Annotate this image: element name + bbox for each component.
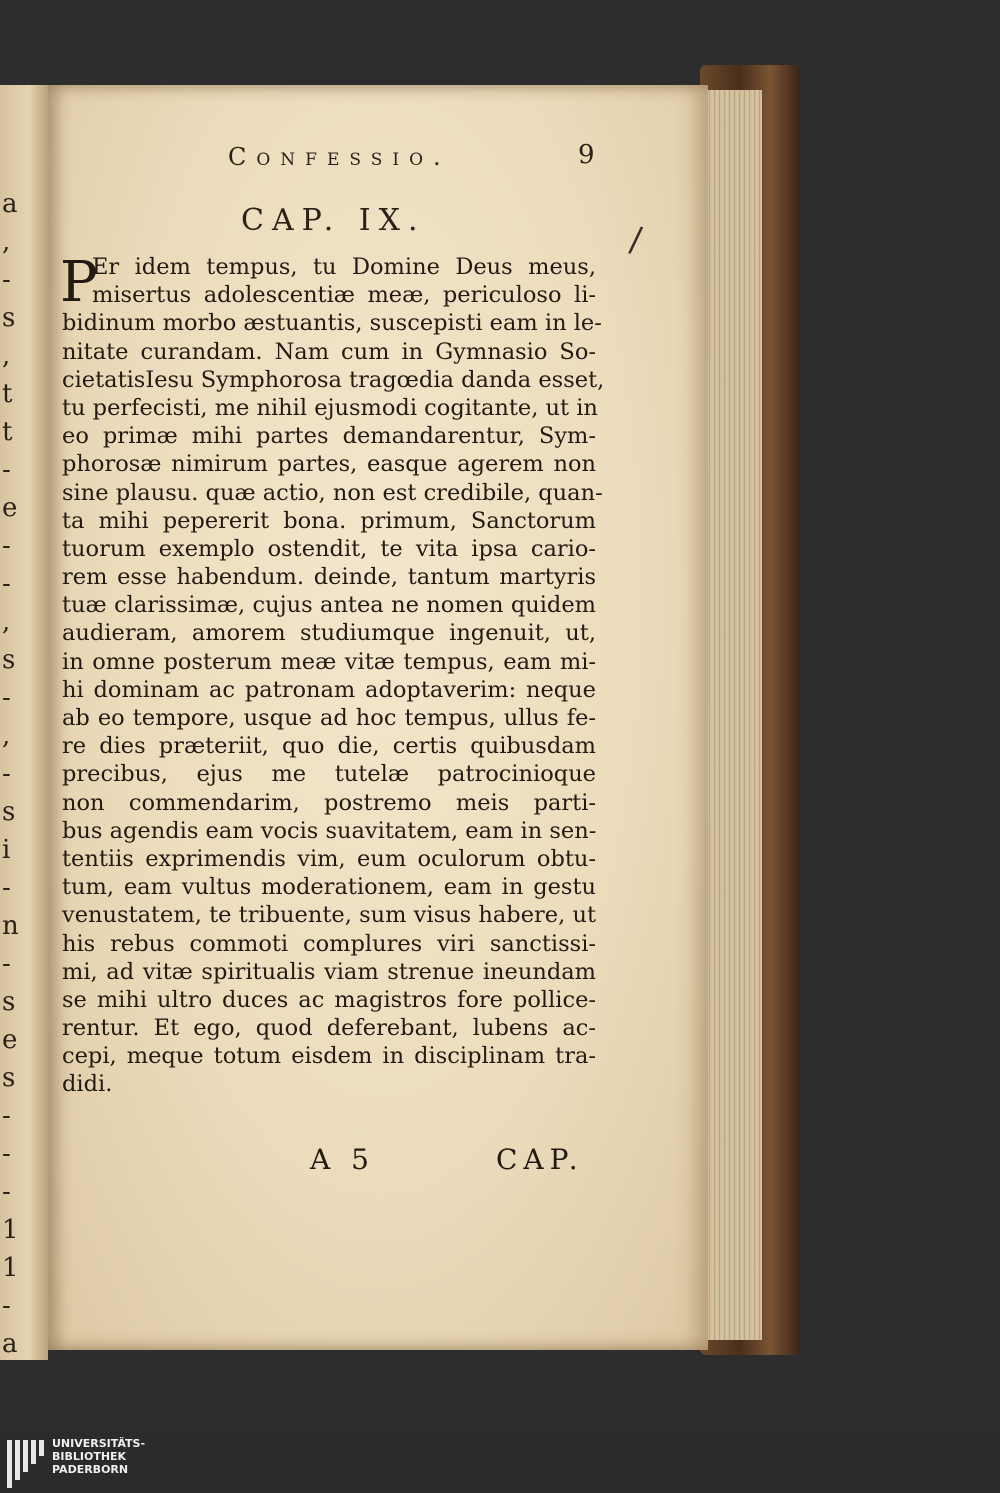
left-edge-char: t <box>2 417 13 447</box>
text-line: phorosæ nimirum partes, easque agerem non <box>62 451 596 478</box>
text-line: sine plausu. quæ actio, non est credibile, quan- <box>62 479 603 506</box>
left-edge-char: - <box>2 569 11 599</box>
text-line: rentur. Et ego, quod deferebant, lubens ac- <box>62 1015 596 1042</box>
text-line: in omne posterum meæ vitæ tempus, eam mi- <box>62 648 596 675</box>
left-edge-char: s <box>2 987 16 1017</box>
library-logo-icon <box>7 1440 49 1488</box>
page-number: 9 <box>578 140 595 170</box>
text-line: tum, eam vultus moderationem, eam in gestu <box>62 874 596 901</box>
left-edge-char: s <box>2 303 16 333</box>
left-edge-char: - <box>2 265 11 295</box>
text-line: tuorum exemplo ostendit, te vita ipsa cario- <box>62 535 596 562</box>
text-line: nitate curandam. Nam cum in Gymnasio So- <box>62 338 596 365</box>
drop-cap: P <box>60 250 98 315</box>
left-edge-char: a <box>2 1329 18 1359</box>
text-line: venustatem, te tribuente, sum visus habere, ut <box>62 902 596 929</box>
left-edge-char: - <box>2 949 11 979</box>
text-line: Er idem tempus, tu Domine Deus meus, <box>92 254 596 280</box>
book-page <box>48 85 708 1350</box>
left-edge-char: - <box>2 531 11 561</box>
body-text <box>60 250 605 1099</box>
left-edge-char: , <box>2 721 11 751</box>
text-line: bidinum morbo æstuantis, suscepisti eam in le- <box>62 310 602 337</box>
left-edge-char: i <box>2 835 11 865</box>
text-line: re dies præteriit, quo die, certis quibusdam <box>62 733 596 760</box>
left-edge-char: s <box>2 797 16 827</box>
running-head: Confessio. <box>228 143 451 171</box>
left-edge-char: , <box>2 607 11 637</box>
left-edge-char: s <box>2 645 16 675</box>
text-line: mi, ad vitæ spiritualis viam strenue ineundam <box>62 958 596 985</box>
text-line: eo primæ mihi partes demandarentur, Sym- <box>62 423 596 450</box>
chapter-heading: CAP. IX. <box>241 203 426 238</box>
left-edge-char: 1 <box>2 1253 19 1283</box>
text-line: ta mihi pepererit bona. primum, Sanctorum <box>62 507 596 534</box>
text-line: tentiis exprimendis vim, eum oculorum obtu- <box>62 845 596 872</box>
text-line: his rebus commoti complures viri sanctissi- <box>62 930 596 957</box>
text-line: misertus adolescentiæ meæ, periculoso li- <box>92 282 596 309</box>
library-footer <box>0 1430 1000 1493</box>
left-edge-char: - <box>2 683 11 713</box>
text-line: audieram, amorem studiumque ingenuit, ut, <box>62 620 596 647</box>
text-line: non commendarim, postremo meis parti- <box>62 789 596 816</box>
text-line: tu perfecisti, me nihil ejusmodi cogitante, ut in <box>62 394 598 421</box>
text-line: didi. <box>62 1071 113 1098</box>
library-name <box>52 1437 145 1476</box>
signature-mark: A 5 <box>310 1143 375 1176</box>
margin-mark: / <box>627 219 645 261</box>
library-name-line: PADERBORN <box>52 1463 129 1476</box>
text-line: tuæ clarissimæ, cujus antea ne nomen quidem <box>62 592 596 619</box>
left-page-fragment <box>0 85 48 1360</box>
left-edge-char: - <box>2 455 11 485</box>
left-edge-char: n <box>2 911 19 941</box>
left-edge-char: s <box>2 1063 16 1093</box>
left-edge-char: a <box>2 189 18 219</box>
left-edge-char: - <box>2 1139 11 1169</box>
library-name-line: BIBLIOTHEK <box>52 1450 127 1463</box>
left-edge-char: t <box>2 379 13 409</box>
left-page-edge-text <box>2 185 22 1363</box>
text-line: cietatisIesu Symphorosa tragœdia danda esset, <box>62 366 605 393</box>
text-line: se mihi ultro duces ac magistros fore pollice- <box>62 986 596 1013</box>
left-edge-char: e <box>2 493 18 523</box>
left-edge-char: - <box>2 1101 11 1131</box>
text-line: ab eo tempore, usque ad hoc tempus, ullus fe- <box>62 705 596 731</box>
catchword: CAP. <box>496 1143 584 1176</box>
text-line: hi dominam ac patronam adoptaverim: neque <box>62 676 596 703</box>
left-edge-char: e <box>2 1025 18 1055</box>
text-line: cepi, meque totum eisdem in disciplinam tra- <box>62 1043 596 1070</box>
left-edge-char: - <box>2 1291 11 1321</box>
left-edge-char: - <box>2 873 11 903</box>
text-line: precibus, ejus me tutelæ patrocinioque <box>62 761 596 788</box>
left-edge-char: , <box>2 227 11 257</box>
left-edge-char: - <box>2 759 11 789</box>
left-edge-char: , <box>2 341 11 371</box>
page-edges <box>700 90 762 1340</box>
left-edge-char: 1 <box>2 1215 19 1245</box>
library-name-line: UNIVERSITÄTS- <box>52 1437 146 1450</box>
text-line: rem esse habendum. deinde, tantum martyris <box>62 564 596 591</box>
text-line: bus agendis eam vocis suavitatem, eam in sen- <box>62 817 597 844</box>
left-edge-char: - <box>2 1177 11 1207</box>
